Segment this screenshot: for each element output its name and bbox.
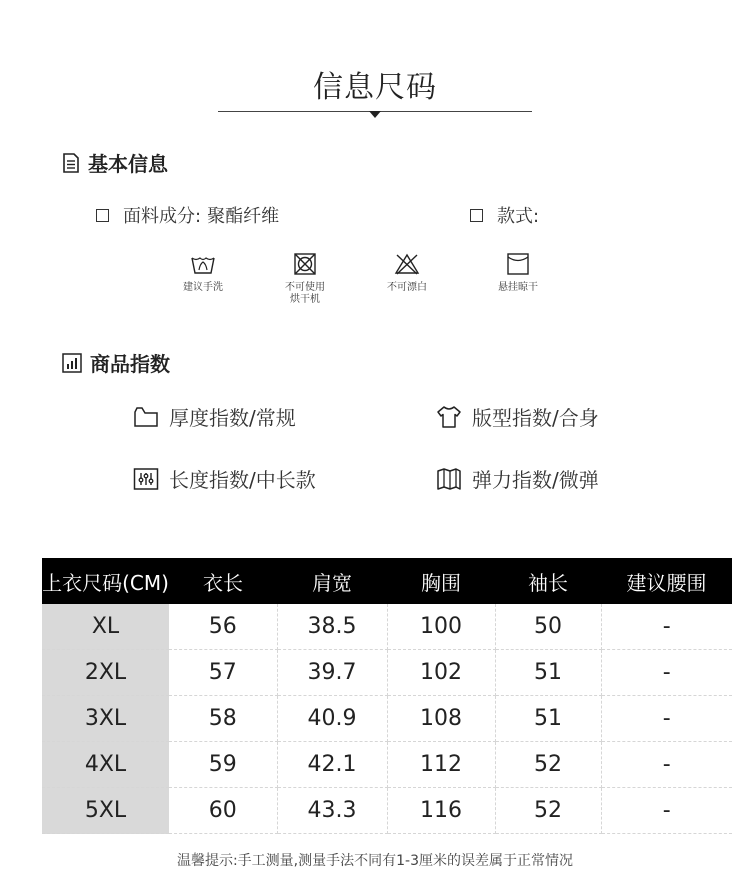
hand-wash-icon <box>189 252 217 276</box>
measurement-cell: 56 <box>169 604 277 650</box>
column-header: 建议腰围 <box>601 558 732 604</box>
fabric-field <box>96 202 279 228</box>
measurement-cell: 50 <box>495 604 601 650</box>
care-label: 悬挂晾干 <box>498 282 538 293</box>
title-pointer <box>369 111 381 118</box>
care-item-no-bleach <box>367 252 447 294</box>
measurement-cell: 52 <box>495 742 601 788</box>
sliders-icon <box>133 467 159 491</box>
length-index-label: 长度指数/中长款 <box>169 468 316 492</box>
fabric-value: 聚酯纤维 <box>207 206 280 227</box>
table-header-row <box>42 558 732 604</box>
checkbox-icon <box>96 209 109 222</box>
column-header: 袖长 <box>495 558 601 604</box>
measurement-cell: 51 <box>495 696 601 742</box>
map-fold-icon <box>436 467 462 491</box>
measurement-cell: 43.3 <box>277 788 387 834</box>
page-title: 信息尺码 <box>313 70 437 105</box>
table-row <box>42 742 732 788</box>
care-item-no-tumble-dry <box>265 252 345 306</box>
table-row <box>42 696 732 742</box>
measurement-cell: 40.9 <box>277 696 387 742</box>
column-header: 肩宽 <box>277 558 387 604</box>
measurement-cell: 58 <box>169 696 277 742</box>
measurement-cell: 102 <box>387 650 495 696</box>
care-label: 不可漂白 <box>387 282 427 293</box>
measurement-cell: 108 <box>387 696 495 742</box>
size-cell: 5XL <box>42 788 169 834</box>
thickness-index <box>133 402 296 431</box>
indices-heading <box>62 348 170 377</box>
measurement-cell: 39.7 <box>277 650 387 696</box>
table-row <box>42 650 732 696</box>
size-cell: XL <box>42 604 169 650</box>
checkbox-icon <box>470 209 483 222</box>
care-label: 不可使用 烘干机 <box>285 282 325 305</box>
style-label: 款式: <box>497 206 540 227</box>
thickness-index-label: 厚度指数/常规 <box>169 406 296 430</box>
measurement-cell: 42.1 <box>277 742 387 788</box>
measurement-cell: - <box>601 650 732 696</box>
measurement-note: 温馨提示:手工测量,测量手法不同有1-3厘米的误差属于正常情况 <box>176 853 574 869</box>
fit-index <box>436 402 599 431</box>
fit-index-label: 版型指数/合身 <box>472 406 599 430</box>
care-item-hand-wash <box>163 252 243 294</box>
hang-dry-icon <box>506 252 530 276</box>
column-header: 上衣尺码(CM) <box>42 558 169 604</box>
size-cell: 3XL <box>42 696 169 742</box>
measurement-cell: 38.5 <box>277 604 387 650</box>
folder-icon <box>133 406 159 428</box>
length-index <box>133 464 316 493</box>
document-icon <box>62 153 80 173</box>
care-label: 建议手洗 <box>183 282 223 293</box>
measurement-cell: 52 <box>495 788 601 834</box>
measurement-cell: 51 <box>495 650 601 696</box>
elasticity-index-label: 弹力指数/微弹 <box>472 468 599 492</box>
no-bleach-icon <box>393 252 421 276</box>
measurement-cell: - <box>601 696 732 742</box>
measurement-cell: 60 <box>169 788 277 834</box>
style-field <box>470 202 539 228</box>
indices-title: 商品指数 <box>90 352 170 376</box>
measurement-cell: 112 <box>387 742 495 788</box>
no-tumble-dry-icon <box>293 252 317 276</box>
measurement-cell: 59 <box>169 742 277 788</box>
measurement-cell: 57 <box>169 650 277 696</box>
t-shirt-icon <box>436 405 462 429</box>
size-cell: 2XL <box>42 650 169 696</box>
care-item-hang-dry <box>478 252 558 294</box>
column-header: 胸围 <box>387 558 495 604</box>
elasticity-index <box>436 464 599 493</box>
size-table <box>42 558 732 834</box>
column-header: 衣长 <box>169 558 277 604</box>
basic-info-title: 基本信息 <box>88 152 168 176</box>
table-row <box>42 604 732 650</box>
measurement-cell: - <box>601 742 732 788</box>
measurement-cell: 116 <box>387 788 495 834</box>
bar-chart-icon <box>62 353 82 373</box>
size-cell: 4XL <box>42 742 169 788</box>
table-row <box>42 788 732 834</box>
basic-info-heading <box>62 148 168 177</box>
measurement-cell: 100 <box>387 604 495 650</box>
measurement-cell: - <box>601 604 732 650</box>
measurement-cell: - <box>601 788 732 834</box>
fabric-label: 面料成分: <box>123 206 202 227</box>
